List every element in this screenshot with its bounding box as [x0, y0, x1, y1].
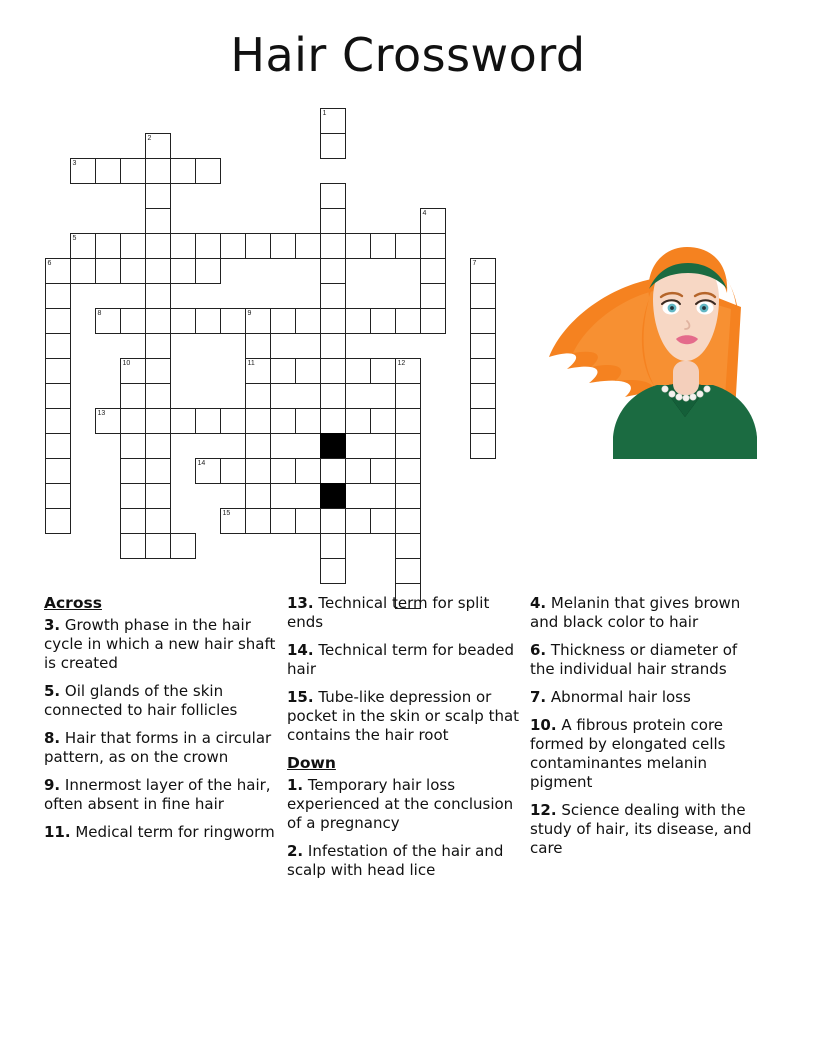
clue-number: 9.: [44, 776, 61, 794]
clue-text: Melanin that gives brown and black color to hair: [530, 594, 741, 631]
grid-cell[interactable]: [370, 233, 396, 259]
grid-cell-number: 10: [122, 360, 131, 367]
grid-cell[interactable]: [320, 508, 346, 534]
grid-cell[interactable]: [395, 533, 421, 559]
clue-across-3: [44, 616, 277, 673]
grid-cell[interactable]: [395, 483, 421, 509]
grid-cell[interactable]: [245, 408, 271, 434]
grid-cell[interactable]: [170, 308, 196, 334]
clue-number: 2.: [287, 842, 304, 860]
grid-cell[interactable]: [145, 158, 171, 184]
grid-cell[interactable]: [320, 208, 346, 234]
grid-cell[interactable]: [45, 483, 71, 509]
clue-text: Technical term for split ends: [287, 594, 490, 631]
grid-cell[interactable]: [195, 458, 221, 484]
grid-cell-number: 12: [397, 360, 406, 367]
page-title: Hair Crossword: [230, 28, 586, 82]
clue-across-13: [287, 594, 520, 632]
grid-cell[interactable]: [70, 233, 96, 259]
clue-number: 15.: [287, 688, 314, 706]
crossword-grid[interactable]: [45, 108, 545, 588]
grid-cell[interactable]: [70, 258, 96, 284]
grid-cell[interactable]: [45, 333, 71, 359]
grid-cell[interactable]: [345, 508, 371, 534]
clue-text: Abnormal hair loss: [546, 688, 691, 706]
grid-cell[interactable]: [145, 233, 171, 259]
grid-cell[interactable]: [245, 233, 271, 259]
grid-cell[interactable]: [320, 283, 346, 309]
grid-cell[interactable]: [370, 508, 396, 534]
clue-across-15: [287, 688, 520, 745]
grid-cell[interactable]: [195, 408, 221, 434]
grid-cell[interactable]: [45, 358, 71, 384]
grid-cell-number: 5: [72, 235, 77, 242]
clue-number: 6.: [530, 641, 547, 659]
grid-cell[interactable]: [120, 358, 146, 384]
grid-cell[interactable]: [245, 483, 271, 509]
clue-text: Science dealing with the study of hair, its disease, and care: [530, 801, 752, 857]
grid-cell[interactable]: [370, 308, 396, 334]
clue-down-7: [530, 688, 763, 707]
clue-down-2: [287, 842, 520, 880]
grid-cell[interactable]: [45, 258, 71, 284]
grid-cell[interactable]: [145, 333, 171, 359]
grid-cell[interactable]: [245, 358, 271, 384]
grid-cell[interactable]: [270, 458, 296, 484]
grid-cell[interactable]: [170, 258, 196, 284]
clue-across-11: [44, 823, 277, 842]
across-heading: Across: [44, 594, 102, 612]
grid-cell[interactable]: [470, 408, 496, 434]
grid-cell[interactable]: [320, 308, 346, 334]
grid-cell[interactable]: [95, 408, 121, 434]
grid-cell-number: 11: [247, 360, 255, 367]
grid-cell[interactable]: [195, 258, 221, 284]
grid-cell-number: 1: [322, 110, 327, 117]
clue-text: A fibrous protein core formed by elongated cells contaminantes melanin pigment: [530, 716, 726, 791]
clue-down-12: [530, 801, 763, 858]
grid-cell[interactable]: [470, 283, 496, 309]
grid-cell[interactable]: [95, 258, 121, 284]
grid-cell[interactable]: [420, 208, 446, 234]
grid-cell[interactable]: [320, 383, 346, 409]
clue-down-4: [530, 594, 763, 632]
grid-cell[interactable]: [470, 308, 496, 334]
clue-down-10: [530, 716, 763, 792]
grid-cell[interactable]: [195, 233, 221, 259]
grid-cell[interactable]: [370, 458, 396, 484]
grid-cell[interactable]: [320, 458, 346, 484]
clue-text: Infestation of the hair and scalp with head lice: [287, 842, 504, 879]
grid-cell[interactable]: [170, 233, 196, 259]
grid-cell[interactable]: [320, 258, 346, 284]
clue-text: Technical term for beaded hair: [287, 641, 514, 678]
grid-cell[interactable]: [395, 308, 421, 334]
grid-cell[interactable]: [95, 158, 121, 184]
grid-cell[interactable]: [120, 233, 146, 259]
grid-cell[interactable]: [470, 333, 496, 359]
grid-cell[interactable]: [45, 458, 71, 484]
grid-cell[interactable]: [45, 508, 71, 534]
grid-cell[interactable]: [120, 258, 146, 284]
grid-cell[interactable]: [420, 258, 446, 284]
grid-cell[interactable]: [95, 308, 121, 334]
grid-cell-number: 8: [97, 310, 102, 317]
grid-cell[interactable]: [320, 558, 346, 584]
grid-cell[interactable]: [145, 508, 171, 534]
clue-number: 14.: [287, 641, 314, 659]
grid-cell[interactable]: [395, 508, 421, 534]
clue-number: 5.: [44, 682, 61, 700]
clue-text: Oil glands of the skin connected to hair follicles: [44, 682, 238, 719]
grid-cell[interactable]: [145, 533, 171, 559]
grid-cell[interactable]: [420, 308, 446, 334]
grid-cell[interactable]: [470, 433, 496, 459]
clue-across-5: [44, 682, 277, 720]
grid-cell[interactable]: [270, 508, 296, 534]
grid-cell[interactable]: [395, 358, 421, 384]
grid-cell-number: 4: [422, 210, 427, 217]
grid-cell[interactable]: [270, 358, 296, 384]
grid-cell[interactable]: [45, 383, 71, 409]
grid-cell[interactable]: [320, 183, 346, 209]
grid-cell[interactable]: [120, 433, 146, 459]
grid-cell[interactable]: [220, 408, 246, 434]
grid-cell[interactable]: [345, 408, 371, 434]
clue-number: 12.: [530, 801, 557, 819]
grid-cell[interactable]: [395, 433, 421, 459]
grid-cell[interactable]: [145, 183, 171, 209]
grid-cell[interactable]: [295, 308, 321, 334]
grid-cell[interactable]: [420, 283, 446, 309]
grid-cell[interactable]: [295, 233, 321, 259]
grid-cell-number: 9: [247, 310, 252, 317]
grid-cell-number: 2: [147, 135, 152, 142]
grid-cell[interactable]: [470, 258, 496, 284]
clue-text: Hair that forms in a circular pattern, as on the crown: [44, 729, 272, 766]
grid-cell-number: 15: [222, 510, 231, 517]
grid-cell-number: 14: [197, 460, 206, 467]
clue-number: 8.: [44, 729, 61, 747]
grid-cell[interactable]: [220, 458, 246, 484]
clue-text: Innermost layer of the hair, often absent in fine hair: [44, 776, 271, 813]
grid-cell[interactable]: [70, 158, 96, 184]
grid-cell[interactable]: [270, 233, 296, 259]
grid-cell[interactable]: [370, 408, 396, 434]
grid-cell[interactable]: [145, 283, 171, 309]
clue-column-3: [530, 594, 773, 889]
grid-cell[interactable]: [320, 108, 346, 134]
clue-number: 4.: [530, 594, 547, 612]
down-heading: Down: [287, 754, 336, 772]
grid-cell[interactable]: [170, 158, 196, 184]
grid-cell[interactable]: [145, 458, 171, 484]
clue-number: 10.: [530, 716, 557, 734]
clue-column-2: [287, 594, 530, 889]
grid-cell[interactable]: [45, 308, 71, 334]
clue-across-14: [287, 641, 520, 679]
grid-cell[interactable]: [220, 508, 246, 534]
clue-text: Thickness or diameter of the individual hair strands: [530, 641, 738, 678]
grid-cell[interactable]: [220, 233, 246, 259]
grid-cell[interactable]: [120, 308, 146, 334]
grid-cell[interactable]: [270, 308, 296, 334]
grid-cell[interactable]: [395, 233, 421, 259]
clue-text: Tube-like depression or pocket in the skin or scalp that contains the hair root: [287, 688, 520, 744]
grid-cell[interactable]: [145, 383, 171, 409]
grid-cell[interactable]: [345, 358, 371, 384]
grid-cell[interactable]: [245, 333, 271, 359]
grid-cell[interactable]: [145, 358, 171, 384]
grid-cell[interactable]: [45, 433, 71, 459]
clue-number: 13.: [287, 594, 314, 612]
grid-cell-number: 6: [47, 260, 52, 267]
grid-cell[interactable]: [170, 533, 196, 559]
clue-number: 11.: [44, 823, 71, 841]
grid-cell[interactable]: [470, 358, 496, 384]
grid-cell[interactable]: [370, 358, 396, 384]
grid-cell[interactable]: [395, 383, 421, 409]
grid-cell[interactable]: [245, 458, 271, 484]
clue-number: 1.: [287, 776, 304, 794]
grid-cell[interactable]: [45, 408, 71, 434]
grid-cell[interactable]: [270, 408, 296, 434]
grid-cell[interactable]: [245, 508, 271, 534]
grid-cell[interactable]: [420, 233, 446, 259]
woman-with-long-orange-hair-illustration: [545, 237, 775, 462]
grid-cell[interactable]: [120, 508, 146, 534]
grid-cell[interactable]: [320, 333, 346, 359]
clue-across-9: [44, 776, 277, 814]
grid-cell[interactable]: [320, 133, 346, 159]
grid-cell[interactable]: [320, 358, 346, 384]
clue-number: 3.: [44, 616, 61, 634]
grid-cell[interactable]: [345, 308, 371, 334]
clue-columns: [44, 594, 774, 889]
grid-cell[interactable]: [95, 233, 121, 259]
clue-down-1: [287, 776, 520, 833]
clue-text: Temporary hair loss experienced at the conclusion of a pregnancy: [287, 776, 514, 832]
grid-cell[interactable]: [120, 408, 146, 434]
grid-cell[interactable]: [120, 483, 146, 509]
grid-cell[interactable]: [295, 458, 321, 484]
grid-cell[interactable]: [395, 458, 421, 484]
grid-cell[interactable]: [320, 233, 346, 259]
grid-cell-blocked: [320, 433, 346, 459]
grid-cell[interactable]: [295, 358, 321, 384]
grid-cell[interactable]: [245, 308, 271, 334]
grid-cell[interactable]: [120, 458, 146, 484]
grid-cell[interactable]: [295, 508, 321, 534]
grid-cell[interactable]: [195, 308, 221, 334]
grid-cell-number: 13: [97, 410, 106, 417]
clue-down-6: [530, 641, 763, 679]
grid-cell[interactable]: [470, 383, 496, 409]
grid-cell[interactable]: [120, 533, 146, 559]
grid-cell[interactable]: [120, 158, 146, 184]
grid-cell-blocked: [320, 483, 346, 509]
grid-cell[interactable]: [145, 208, 171, 234]
grid-cell[interactable]: [245, 433, 271, 459]
grid-cell[interactable]: [320, 408, 346, 434]
clue-across-8: [44, 729, 277, 767]
clue-text: Growth phase in the hair cycle in which a new hair shaft is created: [44, 616, 276, 672]
grid-cell-number: 7: [472, 260, 477, 267]
grid-cell[interactable]: [345, 458, 371, 484]
grid-cell[interactable]: [245, 383, 271, 409]
grid-cell[interactable]: [145, 433, 171, 459]
grid-cell[interactable]: [145, 258, 171, 284]
clue-number: 7.: [530, 688, 547, 706]
grid-cell[interactable]: [295, 408, 321, 434]
grid-cell[interactable]: [145, 408, 171, 434]
grid-cell[interactable]: [145, 308, 171, 334]
grid-cell[interactable]: [395, 558, 421, 584]
grid-cell[interactable]: [345, 233, 371, 259]
grid-cell[interactable]: [395, 408, 421, 434]
grid-cell[interactable]: [145, 483, 171, 509]
grid-cell[interactable]: [195, 158, 221, 184]
clue-text: Medical term for ringworm: [70, 823, 275, 841]
grid-cell[interactable]: [170, 408, 196, 434]
grid-cell[interactable]: [320, 533, 346, 559]
grid-cell[interactable]: [220, 308, 246, 334]
grid-cell[interactable]: [145, 133, 171, 159]
clue-column-1: [44, 594, 287, 889]
grid-cell[interactable]: [45, 283, 71, 309]
grid-cell[interactable]: [120, 383, 146, 409]
grid-cell-number: 3: [72, 160, 77, 167]
